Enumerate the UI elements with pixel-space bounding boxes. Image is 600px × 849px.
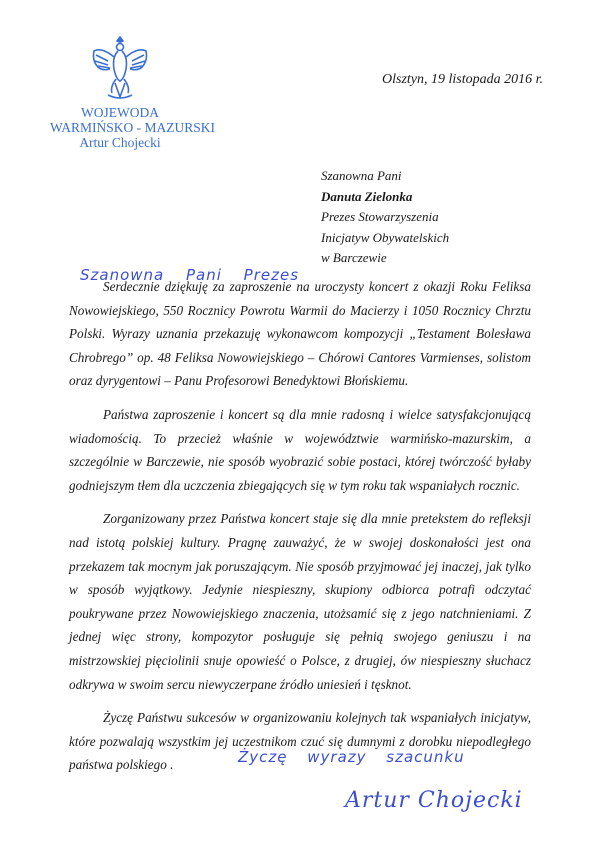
recipient-title: Prezes Stowarzyszenia — [321, 209, 439, 224]
recipient-name-text: Danuta Zielonka — [321, 188, 413, 204]
paragraph: Zorganizowany przez Państwa koncert staje się dla mnie pretekstem do refleksji nad istotą polskiej kultury. Pragnę zauważyć, że w swojej doskonałości jest ona przekazem tak mocnym jak poruszającym. Nie sposób przyjmować jej inaczej, jak tylko w sposób wyjątkowy. Jedynie niespieszny, skupiony odbiorca potrafi odczytać poukrywane przez Nowowiejskiego znaczenia, utożsamić się z jego natchnieniami. Z jednej więc strony, kompozytor posługuje się pełnią swojego geniuszu i na mistrzowskiej pięciolinii snuje opowieść o Polsce, z drugiej, ów niespieszny słuchacz odkrywa w swoim sercu niewyczerpane źródło uniesień i tęsknot. — [69, 511, 531, 692]
recipient-salutation: Szanowna Pani — [321, 168, 402, 183]
recipient-name — [321, 187, 449, 208]
paragraph: Życzę Państwu sukcesów w organizowaniu kolejnych tak wspaniałych inicjatyw, które pozwalają wszystkim jej uczestnikom czuć się dumnymi z dorobku niepodległego państwa polskiego . — [69, 710, 531, 773]
letterhead-office: WOJEWODA — [81, 105, 159, 120]
letterhead-region: WARMIŃSKO - MAZURSKI — [50, 120, 216, 135]
letter-date: Olsztyn, 19 listopada 2016 r. — [382, 72, 544, 87]
signature: Artur Chojecki — [345, 788, 523, 813]
polish-eagle-emblem — [88, 35, 152, 103]
handwritten-closing: Życzę wyrazy szacunku — [238, 748, 465, 766]
letterhead-name: Artur Chojecki — [79, 135, 161, 150]
recipient-place: w Barczewie — [321, 250, 387, 265]
letterhead — [50, 105, 216, 150]
paragraph: Państwa zaproszenie i koncert są dla mnie radosną i wielce satysfakcjonującą wiadomością. To przecież właśnie w województwie warmińsko-mazurskim, a szczególnie w Barczewie, nie sposób wyobrazić sobie postaci, której twórczość byłaby godniejszym tłem dla uczczenia zbiegających się w tym roku tak wspaniałych rocznic. — [69, 406, 531, 493]
letter-body — [69, 275, 531, 787]
recipient-org: Inicjatyw Obywatelskich — [321, 229, 450, 245]
handwritten-greeting: Szanowna Pani Prezes — [80, 266, 300, 284]
recipient-address — [321, 166, 449, 269]
paragraph: Serdecznie dziękuję za zaproszenie na uroczysty koncert z okazji Roku Feliksa Nowowiejskiego, 550 Rocznicy Powrotu Warmii do Macierzy i 1050 Rocznicy Chrztu Polski. Wyrazy uznania przekazuję wykonawcom kompozycji „Testament Bolesława Chrobrego” op. 48 Feliksa Nowowiejskiego – Chórowi Cantores Varmienses, solistom oraz dyrygentowi – Panu Profesorowi Benedyktowi Błońskiemu. — [69, 279, 531, 389]
